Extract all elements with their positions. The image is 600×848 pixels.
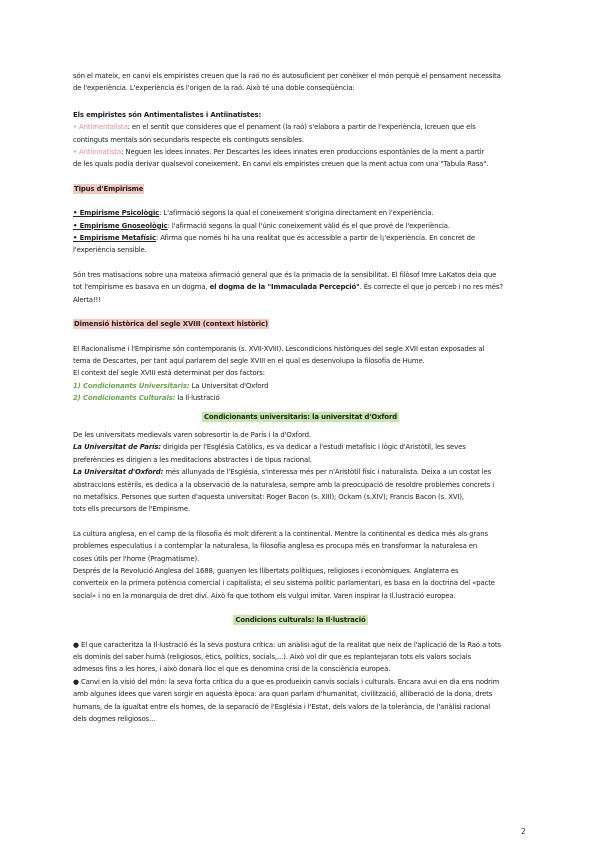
empirisme-gnoseologic	[73, 220, 528, 232]
psicologic-label: • Empirisme Psicològic	[73, 209, 160, 218]
tipus-heading: Tipus d'Empirisme	[74, 184, 144, 193]
intro-line-2: de l'experiència. L'experiència és l'origen de la raó. Això té una doble conseqüència:	[73, 84, 355, 93]
metafisic-line-2: l'experiència sensible.	[73, 246, 147, 255]
metafisic-label: • Empirisme Metafísic	[73, 234, 156, 243]
dimensio-line-1: El Racionalisme i l'Empirisme són contemporanis (s. XVII-XVIII). Lescondicions històriques del segle XVII estan exposades al	[73, 344, 485, 353]
illustracio-p1-line-1: ● El que caracteritza la Il·lustració és la seva postura crítica: un anàlisi agut de la realitat que neix de l'aplicació de la Raó a tots	[73, 640, 501, 649]
matisacions-line-2	[73, 281, 528, 293]
empirisme-psicologic	[73, 207, 528, 219]
factor-2-text: la Il·lustració	[175, 394, 220, 403]
anti-innatist-text: : Neguen les idees innates. Per Descartes les idees innates eren produccions espontànies de la ment a partir	[121, 148, 485, 157]
anti-mentalist-label: • Antimentalista	[73, 123, 128, 132]
oxford-heading: Condicionants universitaris: la universitat d'Oxford	[204, 412, 397, 421]
dimensio-heading: Dimensió històrica del segle XVIII (context històric)	[74, 320, 268, 329]
illustracio-p1-line-2: els dominis del saber humà (religiosos, ètics, polítics, socials,...). Això vol dir que es replantejaran tots els valors socials	[73, 653, 471, 662]
cultura-line-3: coses útils per l'home (Pragmatisme).	[73, 554, 200, 563]
metafisic-text: : Afirma que només hi ha una realitat que és accessible a partir de l¡'experiència. En concret de	[155, 234, 476, 243]
illustracio-p2-line-1: ● Canvi en la visió del món: la seva forta crítica du a que es produeixin canvis socials i culturals. Encara avui en dia ens nodrim	[73, 677, 500, 686]
illustracio-p2-line-3: humans, de la igualtat entre els homes, de la separació de l'Església i l'Estat, dels valors de la tolerància, de l'anàlisi racional	[73, 702, 491, 711]
paris-paragraph	[73, 441, 528, 453]
factor-universitaris	[73, 380, 528, 392]
anti-innatist-label: • Antiinnatista	[73, 148, 122, 157]
intro-line-1: són el mateix, en canvi els empiristes creuen que la raó no és autosuficient per conèixer el món perquè el pensament necessita	[73, 72, 501, 80]
matisacions-line-1: Són tres matisacions sobre una mateixa afirmació general que és la primacia de la sensibilitat. El filòsof Imre LaKatos deia que	[73, 270, 497, 279]
anti-innatist-line-2: de les quals podia derivar qualsevol coneixement. En canvi els empiristes creuen que la ment actua com una "Tabula Rasa".	[73, 160, 489, 169]
illustracio-p2-line-4: dels dogmes religiosos...	[73, 715, 156, 724]
factor-culturals	[73, 392, 528, 404]
paris-text: dirigida per l'Església Catòlics, es va dedicar a l'estudi metafísic i lògic d'Aristòtil, les seves	[160, 443, 466, 452]
dogma-phrase: el dogma de la "Immaculada Percepció"	[209, 283, 360, 292]
oxford-label: La Universitat d'Oxford:	[73, 468, 164, 477]
anti-innatist-paragraph	[73, 146, 528, 158]
matisacions-l2c: . És correcte el que jo perceb i no res més?	[359, 283, 503, 292]
empirisme-metafisic	[73, 232, 528, 244]
paris-label: La Universitat de París:	[73, 443, 161, 452]
paris-line-2: preferències es dirigien a les meditacions abstractes i de tipus racional.	[73, 455, 312, 464]
cultura-line-4: Després de la Revolució Anglesa del 1688, guanyen les llibertats polítiques, religioses i econòmiques. Anglaterra es	[73, 567, 459, 575]
anti-mentalist-text: : en el sentit que consideres que el penament (la raó) s'elabora a partir de l'experiència, icreuen que els	[127, 123, 476, 132]
illustracio-p1-line-3: admesos fins a les hores, i això donarà lloc el que es denomina crisi de la consciència europea.	[73, 665, 391, 674]
anti-mentalist-line-2: continguts mentals són secundaris respecte els continguts sensibles.	[73, 135, 304, 144]
oxford-line-1: De les universitats medievals varen sobresortir la de París i la d'Oxford.	[73, 430, 311, 439]
matisacions-l2a: tot l'empirisme es basava en un dogma,	[73, 283, 210, 292]
dimensio-line-2: tema de Descartes, per tant aquí parlarem del segle XVIII en el qual es desenvolupa la filosofia de Hume.	[73, 356, 425, 365]
oxford-line-3: no metafísics. Persones que surten d'aquesta universitat: Roger Bacon (s. XIII); Ockam (s.XIV); Francis Bacon (s. XVI),	[73, 492, 464, 501]
gnoseologic-label: • Empirisme Gnoseològic	[73, 221, 168, 230]
cultura-line-1: La cultura anglesa, en el camp de la filosofia és molt diferent a la continental. Mentre la continental es dedica més als grans	[73, 529, 488, 538]
anti-mentalist-paragraph	[73, 121, 528, 133]
cultura-line-6: social» i no en la monarquia de dret diví. Això fa que tothom els vulgui imitar. Varen inspirar la Il.lustració europea.	[73, 591, 456, 600]
psicologic-text: : L'afirmació segons la qual el coneixement s'origina directament en l'experiència.	[159, 209, 434, 218]
dimensio-line-3: El context del segle XVIII està determinat per dos factors:	[73, 369, 265, 378]
oxford-paragraph	[73, 466, 528, 478]
illustracio-p2-line-2: amb algunes idees que varen sorgir en aquesta època: ara quan parlam d'humanitat, civilització, alliberació de la dona, drets	[73, 690, 493, 699]
factor-2-label: 2) Condicionants Culturals:	[73, 394, 176, 403]
oxford-text: més allunyada de l'Església, s'interessa més per n'Aristòtil físic i naturalista. Deixa a un costat les	[163, 468, 492, 477]
document-body	[73, 70, 528, 725]
factor-1-text: La Universitat d'Oxford	[189, 381, 269, 390]
gnoseologic-text: : l'afirmació segons la qual l'únic coneixement vàlid és el que prové de l'experiència.	[167, 221, 450, 230]
cultura-line-5: converteix en la primera potència comercial i capitalista; el seu sistema polític parlamentari, es basa en la doctrina del «pacte	[73, 579, 495, 588]
oxford-line-2: abstraccions estèrils, es dedica a la observació de la naturalesa, sempre amb la preocupació de resoldre problemes concrets i	[73, 480, 495, 489]
antis-heading: Els empiristes són Antimentalistes i Antiinatistes:	[73, 110, 262, 119]
cultura-line-2: problemes especulatius i a contemplar la naturalesa, la filosofia anglesa es procupa més en transformar la naturalesa en	[73, 542, 478, 551]
factor-1-label: 1) Condicionants Universitaris:	[73, 381, 190, 390]
illustracio-heading: Condicions culturals: la Il·lustració	[235, 616, 366, 625]
oxford-line-4: tots ells precursors de l'Empirisme.	[73, 505, 191, 514]
page-number: 2	[521, 827, 526, 836]
matisacions-line-3: Alerta!!!	[73, 295, 101, 304]
